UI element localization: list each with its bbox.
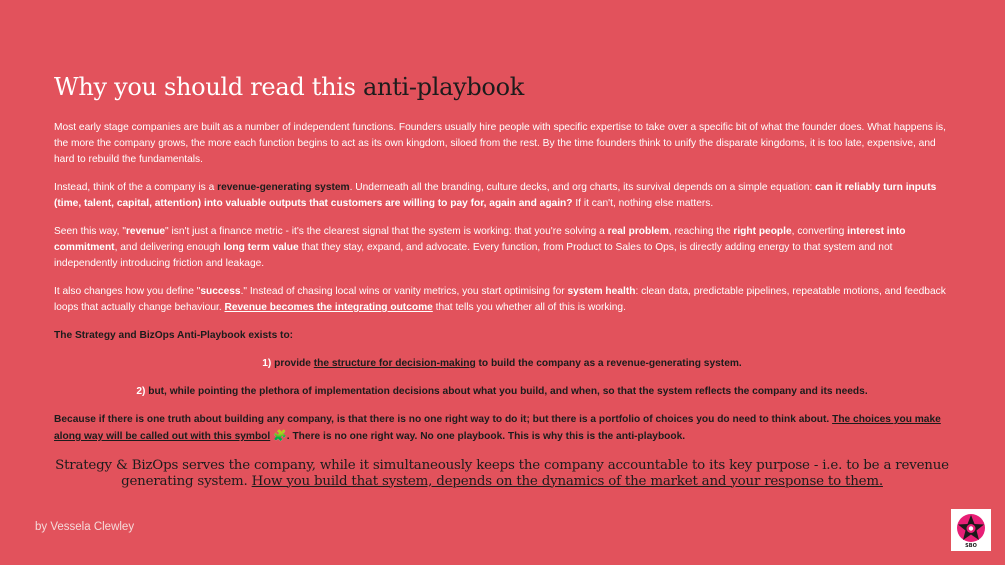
intro-paragraph: Most early stage companies are built as a number of independent functions. Founders usually hire people with specific expertise to take over a specific bit of what the founder does. What happens is, the more the company grows, the more each function begins to act as its own kingdom, siloed from the rest. By the time founders think to unify the disparate kingdoms, it is too late, expensive, and hard to rebuild the fundamentals. xyxy=(54,122,946,165)
item-number: 1) xyxy=(262,358,272,369)
text-span: provide xyxy=(271,358,314,369)
text-span: but, while pointing the plethora of implementation decisions about what you build, and when, so that the system reflects the company and its needs. xyxy=(145,386,868,397)
bold-right-people: right people xyxy=(733,226,792,237)
bold-equation: can it reliably turn inputs (time, talent, capital, attention) into valuable outputs that customers are willing to pay for, again and again? xyxy=(54,182,937,209)
system-paragraph xyxy=(54,180,950,212)
bold-long-term-value: long term value xyxy=(223,242,299,253)
truth-paragraph xyxy=(54,412,950,445)
choices-link[interactable]: The choices you make along way will be called out with this symbol xyxy=(54,414,941,442)
text-span: , and delivering enough xyxy=(114,242,224,253)
bold-revenue-system: revenue-generating system xyxy=(217,182,350,193)
text-span: that they stay, expand, and advocate. Every function, from Product to Sales to Ops, is directly adding energy to that system and not independently introducing friction and leakage. xyxy=(54,242,893,269)
revenue-paragraph xyxy=(54,224,950,272)
sbo-logo xyxy=(951,509,991,551)
exists-item-1 xyxy=(54,356,950,372)
star-logo-icon xyxy=(951,509,991,551)
statement-text: Strategy & BizOps serves the company, while it simultaneously keeps the company accountable to its key purpose - i.e. to be a revenue generating system. xyxy=(55,458,949,489)
integrating-outcome-link[interactable]: Revenue becomes the integrating outcome xyxy=(224,302,433,313)
exists-item-2 xyxy=(54,384,950,400)
exists-heading-text: The Strategy and BizOps Anti-Playbook exists to: xyxy=(54,330,294,341)
decision-making-link[interactable]: the structure for decision-making xyxy=(313,358,476,369)
item-number: 2) xyxy=(136,386,146,397)
text-span: . There is no one right way. No one playbook. This is why this is the anti-playbook. xyxy=(286,431,686,442)
bold-real-problem: real problem xyxy=(607,226,669,237)
text-span: that tells you whether all of this is working. xyxy=(432,302,626,313)
key-statement xyxy=(54,458,950,489)
text-span: . Underneath all the branding, culture decks, and org charts, its survival depends on a simple equation: xyxy=(349,182,816,193)
text-span: Seen this way, " xyxy=(54,226,126,237)
page-title xyxy=(54,72,524,102)
title-lead: Why you should read this xyxy=(54,73,363,101)
text-span: to build the company as a revenue-generating system. xyxy=(475,358,742,369)
text-span: It also changes how you define " xyxy=(54,286,201,297)
title-highlight: anti-playbook xyxy=(362,73,524,101)
text-span: , reaching the xyxy=(668,226,734,237)
body-content xyxy=(54,120,950,457)
success-paragraph xyxy=(54,284,950,316)
text-span: , converting xyxy=(791,226,848,237)
author-credit: by Vessela Clewley xyxy=(35,521,135,533)
text-span: Because if there is one truth about building any company, is that there is no one right way to do it; but there is a portfolio of choices you do need to think about. xyxy=(54,414,833,425)
text-span: " isn't just a finance metric - it's the clearest signal that the system is working: that you're solving a xyxy=(165,226,608,237)
bold-revenue: revenue xyxy=(125,226,166,237)
statement-link[interactable]: How you build that system, depends on the dynamics of the market and your response to them. xyxy=(251,473,883,489)
logo-text: SBO xyxy=(965,543,977,549)
bold-system-health: system health xyxy=(567,286,636,297)
text-span: : clean data, predictable pipelines, repeatable motions, and feedback loops that actually change behaviour. xyxy=(54,286,946,313)
puzzle-icon: 🧩 xyxy=(273,430,287,442)
bold-success: success xyxy=(200,286,241,297)
text-span: ." Instead of chasing local wins or vanity metrics, you start optimising for xyxy=(240,286,568,297)
text-span: Instead, think of the a company is a xyxy=(54,182,218,193)
bold-interest-commitment: interest into commitment xyxy=(54,226,906,253)
exists-heading xyxy=(54,328,950,344)
text-span: If it can't, nothing else matters. xyxy=(572,198,714,209)
